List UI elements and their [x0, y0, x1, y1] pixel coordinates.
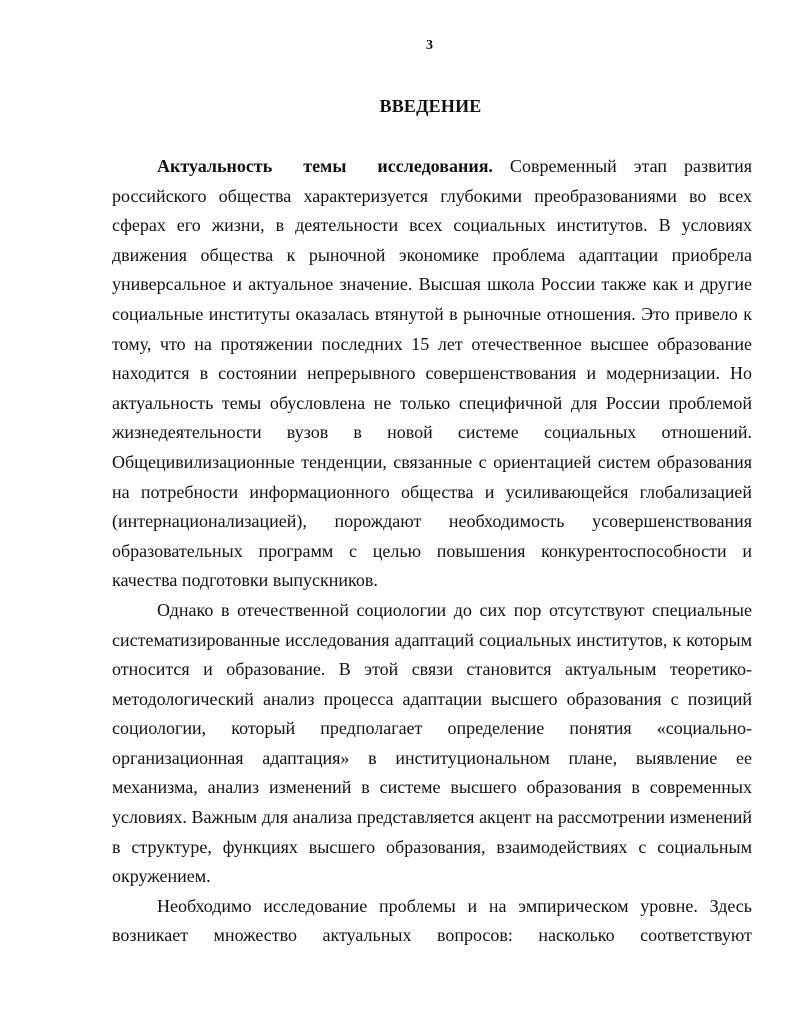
page-number: 3: [426, 38, 433, 53]
page-title: ВВЕДЕНИЕ: [379, 96, 482, 116]
paragraph-relevance: [112, 152, 752, 596]
paragraph-lead-heading: Актуальность темы исследования.: [157, 156, 493, 176]
paragraph-empirical: Необходимо исследование проблемы и на эмпирическом уровне. Здесь возникает множество актуальных вопросов: насколько соответствуют: [112, 895, 752, 946]
document-body: [112, 152, 752, 951]
paragraph-relevance-text: Современный этап развития российского общества характеризуется глубокими преобразованиями во всех сферах его жизни, в деятельности всех социальных институтов. В условиях движения общества к рыночной экономике проблема адаптации приобрела универсальное и актуальное значение. Высшая школа России также как и другие социальные институты оказалась втянутой в рыночные отношения. Это привело к тому, что на протяжении последних 15 лет отечественное высшее образование находится в состоянии непрерывного совершенствования и модернизации. Но актуальность темы обусловлена не только специфичной для России проблемой жизнедеятельности вузов в новой системе социальных отношений. Общецивилизационные тенденции, связанные с ориентацией систем образования на потребности информационного общества и усиливающейся глобализацией (интернационализацией), порождают необходимость усовершенствования образовательных программ с целью повышения конкурентоспособности и качества подготовки выпускников.: [112, 156, 753, 591]
paragraph-sociology: Однако в отечественной социологии до сих пор отсутствуют специальные систематизированные исследования адаптаций социальных институтов, к которым относится и образование. В этой связи становится актуальным теоретико-методологический анализ процесса адаптации высшего образования с позиций социологии, который предполагает определение понятия «социально-организационная адаптация» в институциональном плане, выявление ее механизма, анализ изменений в системе высшего образования в современных условиях. Важным для анализа представляется акцент на рассмотрении изменений в структуре, функциях высшего образования, взаимодействиях с социальным окружением.: [112, 599, 752, 887]
